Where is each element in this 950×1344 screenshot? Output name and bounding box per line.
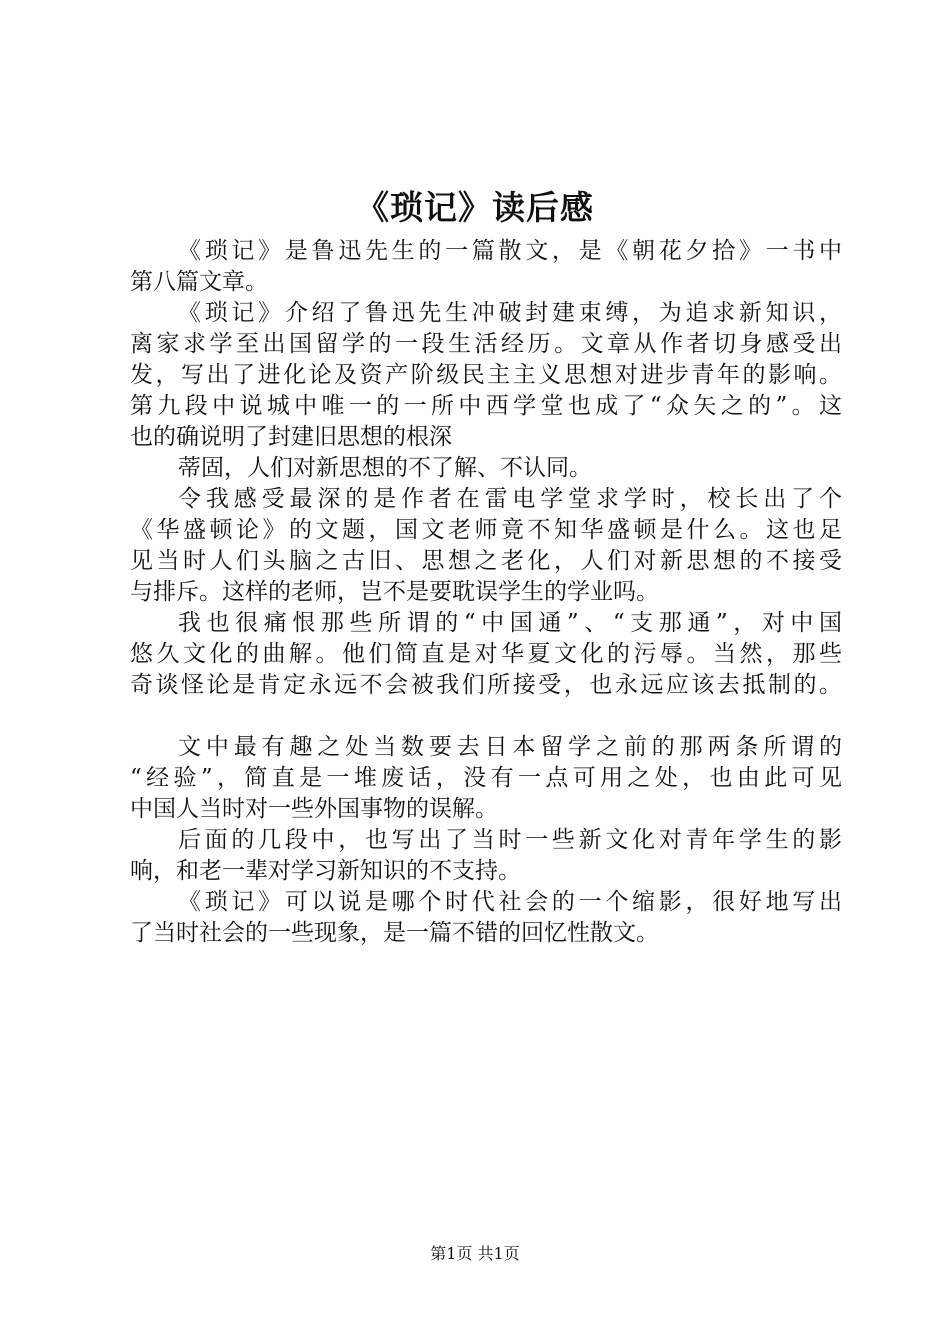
body-line: 令我感受最深的是作者在雷电学堂求学时，校长出了个	[178, 486, 842, 512]
document-title: 《琐记》读后感	[356, 188, 594, 227]
body-line: “经验”，简直是一堆废话，没有一点可用之处，也由此可见	[130, 765, 842, 791]
body-line: 离家求学至出国留学的一段生活经历。文章从作者切身感受出	[130, 331, 842, 357]
body-line: 后面的几段中，也写出了当时一些新文化对青年学生的影	[178, 827, 842, 853]
body-line: 蒂固，人们对新思想的不了解、不认同。	[178, 455, 592, 481]
body-line: 第八篇文章。	[130, 269, 268, 295]
document-body	[130, 236, 842, 949]
body-line: 奇谈怪论是肯定永远不会被我们所接受，也永远应该去抵制的。	[130, 672, 842, 698]
body-line: 悠久文化的曲解。他们简直是对华夏文化的污辱。当然，那些	[130, 641, 842, 667]
body-line: 也的确说明了封建旧思想的根深	[130, 424, 452, 450]
body-line: 《琐记》是鲁迅先生的一篇散文，是《朝花夕拾》一书中	[178, 238, 842, 264]
body-line: 了当时社会的一些现象，是一篇不错的回忆性散文。	[130, 920, 659, 946]
body-line: 第九段中说城中唯一的一所中西学堂也成了“众矢之的”。这	[130, 393, 842, 419]
body-line: 响，和老一辈对学习新知识的不支持。	[130, 858, 521, 884]
page-footer: 第1页 共1页	[430, 1244, 520, 1263]
body-line: 中国人当时对一些外国事物的误解。	[130, 796, 498, 822]
body-line: 见当时人们头脑之古旧、思想之老化，人们对新思想的不接受	[130, 548, 842, 574]
body-line: 与排斥。这样的老师，岂不是要耽误学生的学业吗。	[130, 579, 659, 605]
body-line: 我也很痛恨那些所谓的“中国通”、“支那通”，对中国	[178, 610, 842, 636]
body-line: 发，写出了进化论及资产阶级民主主义思想对进步青年的影响。	[130, 362, 842, 388]
body-line: 《琐记》可以说是哪个时代社会的一个缩影，很好地写出	[178, 889, 842, 915]
blank-line	[130, 701, 842, 732]
body-line: 文中最有趣之处当数要去日本留学之前的那两条所谓的	[178, 734, 842, 760]
body-line: 《华盛顿论》的文题，国文老师竟不知华盛顿是什么。这也足	[130, 517, 842, 543]
body-line: 《琐记》介绍了鲁迅先生冲破封建束缚，为追求新知识，	[178, 300, 842, 326]
